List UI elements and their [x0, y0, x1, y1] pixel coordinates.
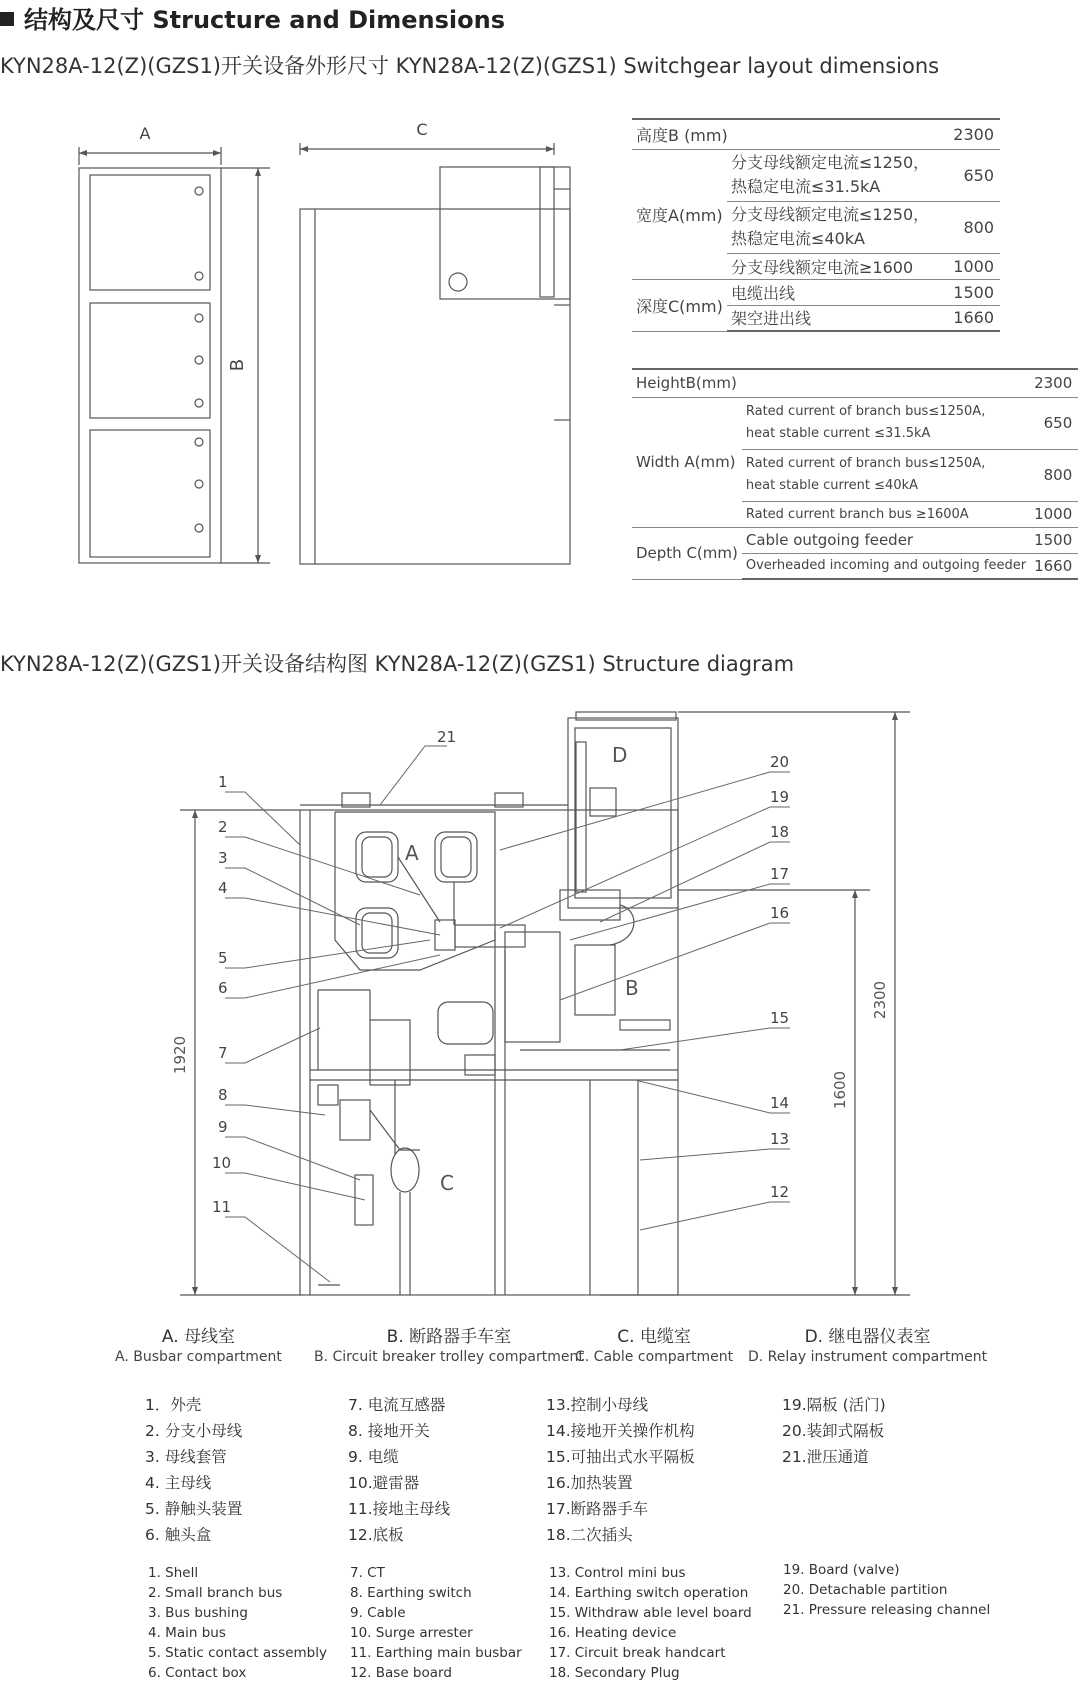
en-width-label: Width A(mm): [632, 397, 742, 527]
legend-en-col-3: 13. Control mini bus 14. Earthing switch operation 15. Withdraw able level board 16. Heating device 17. Circuit break handcart 18. Secondary Plug: [549, 1565, 752, 1681]
svg-text:16: 16: [770, 904, 790, 922]
en-height-label: HeightB(mm): [632, 369, 1030, 397]
svg-text:19: 19: [770, 788, 790, 806]
compartment-c: C. 电缆室 C. Cable compartment: [575, 1327, 734, 1365]
en-depth-label: Depth C(mm): [632, 527, 742, 579]
svg-text:13: 13: [770, 1130, 790, 1148]
structure-title: KYN28A-12(Z)(GZS1)开关设备结构图 KYN28A-12(Z)(GZS1) Structure diagram: [0, 652, 795, 676]
svg-text:15: 15: [770, 1009, 790, 1027]
spec-table-en: HeightB(mm) 2300 Width A(mm) Rated current of branch bus≤1250A, heat stable current ≤31.5kA 650 Rated current of branch bus≤1250A, heat stable current ≤40kA 800 Rated current branch bus ≥1600A 1000 Depth C(mm) Cable outgoing feeder 1500 Overheaded incoming and outgoing feeder 1660: [632, 368, 1078, 580]
legend-cn-col-1: 1．外壳 2. 分支小母线 3. 母线套管 4. 主母线 5. 静触头装置 6. 触头盒: [145, 1396, 243, 1544]
svg-text:8: 8: [218, 1086, 228, 1104]
compartment-label-a: A: [405, 841, 419, 865]
dim-1920: 1920: [171, 1035, 189, 1075]
layout-drawing: [60, 115, 580, 575]
compartment-d: D. 继电器仪表室 D. Relay instrument compartment: [748, 1327, 988, 1365]
svg-text:21: 21: [437, 728, 457, 746]
en-height-value: 2300: [1030, 369, 1078, 397]
cn-height-label: 高度B (mm): [632, 119, 937, 149]
svg-text:10: 10: [212, 1154, 232, 1172]
cn-height-value: 2300: [937, 119, 1000, 149]
structure-diagram: [0, 700, 1000, 1300]
legend-cn-col-4: 19.隔板 (活门) 20.装卸式隔板 21.泄压通道: [782, 1396, 886, 1466]
cn-depth-label: 深度C(mm): [632, 279, 727, 331]
legend-en-col-2: 7. CT 8. Earthing switch 9. Cable 10. Surge arrester 11. Earthing main busbar 12. Base board: [350, 1565, 522, 1681]
dim-label-a: A: [139, 124, 151, 143]
square-bullet-icon: [0, 12, 14, 26]
dim-1600: 1600: [831, 1070, 849, 1110]
layout-title: KYN28A-12(Z)(GZS1)开关设备外形尺寸 KYN28A-12(Z)(GZS1) Switchgear layout dimensions: [0, 54, 940, 78]
compartment-label-c: C: [440, 1171, 454, 1195]
compartment-a: A. 母线室 A. Busbar compartment: [115, 1327, 282, 1365]
svg-text:5: 5: [218, 949, 228, 967]
dim-label-b: B: [227, 358, 248, 372]
cn-width-label: 宽度A(mm): [632, 149, 727, 279]
svg-text:2: 2: [218, 818, 228, 836]
legend-en-col-4: 19. Board (valve) 20. Detachable partition 21. Pressure releasing channel: [783, 1562, 991, 1618]
svg-text:9: 9: [218, 1118, 228, 1136]
compartment-b: B. 断路器手车室 B. Circuit breaker trolley compartment: [314, 1327, 584, 1365]
compartment-label-b: B: [625, 976, 639, 1000]
svg-text:6: 6: [218, 979, 228, 997]
dim-2300: 2300: [871, 980, 889, 1020]
svg-text:1: 1: [218, 773, 228, 791]
legend-en-col-1: 1. Shell 2. Small branch bus 3. Bus bushing 4. Main bus 5. Static contact assembly 6. Contact box: [148, 1565, 327, 1681]
svg-text:11: 11: [212, 1198, 232, 1216]
svg-text:4: 4: [218, 879, 228, 897]
svg-text:14: 14: [770, 1094, 790, 1112]
section-title: 结构及尺寸 Structure and Dimensions: [0, 0, 505, 35]
svg-text:12: 12: [770, 1183, 790, 1201]
legend-cn-col-3: 13.控制小母线 14.接地开关操作机构 15.可抽出式水平隔板 16.加热装置 17.断路器手车 18.二次插头: [546, 1396, 695, 1544]
svg-text:7: 7: [218, 1044, 228, 1062]
svg-text:18: 18: [770, 823, 790, 841]
svg-text:20: 20: [770, 753, 790, 771]
legend-cn-col-2: 7. 电流互感器 8. 接地开关 9. 电缆 10.避雷器 11.接地主母线 12.底板: [348, 1396, 451, 1544]
dim-label-c: C: [416, 120, 428, 139]
svg-text:17: 17: [770, 865, 790, 883]
svg-text:3: 3: [218, 849, 228, 867]
spec-table-cn: 高度B (mm) 2300 宽度A(mm) 分支母线额定电流≤1250， 热稳定电流≤31.5kA 650 分支母线额定电流≤1250， 热稳定电流≤40kA 800 分支母线额定电流≥1600 1000 深度C(mm) 电缆出线 1500 架空进出线 1660: [632, 118, 1000, 332]
compartment-label-d: D: [612, 743, 628, 767]
